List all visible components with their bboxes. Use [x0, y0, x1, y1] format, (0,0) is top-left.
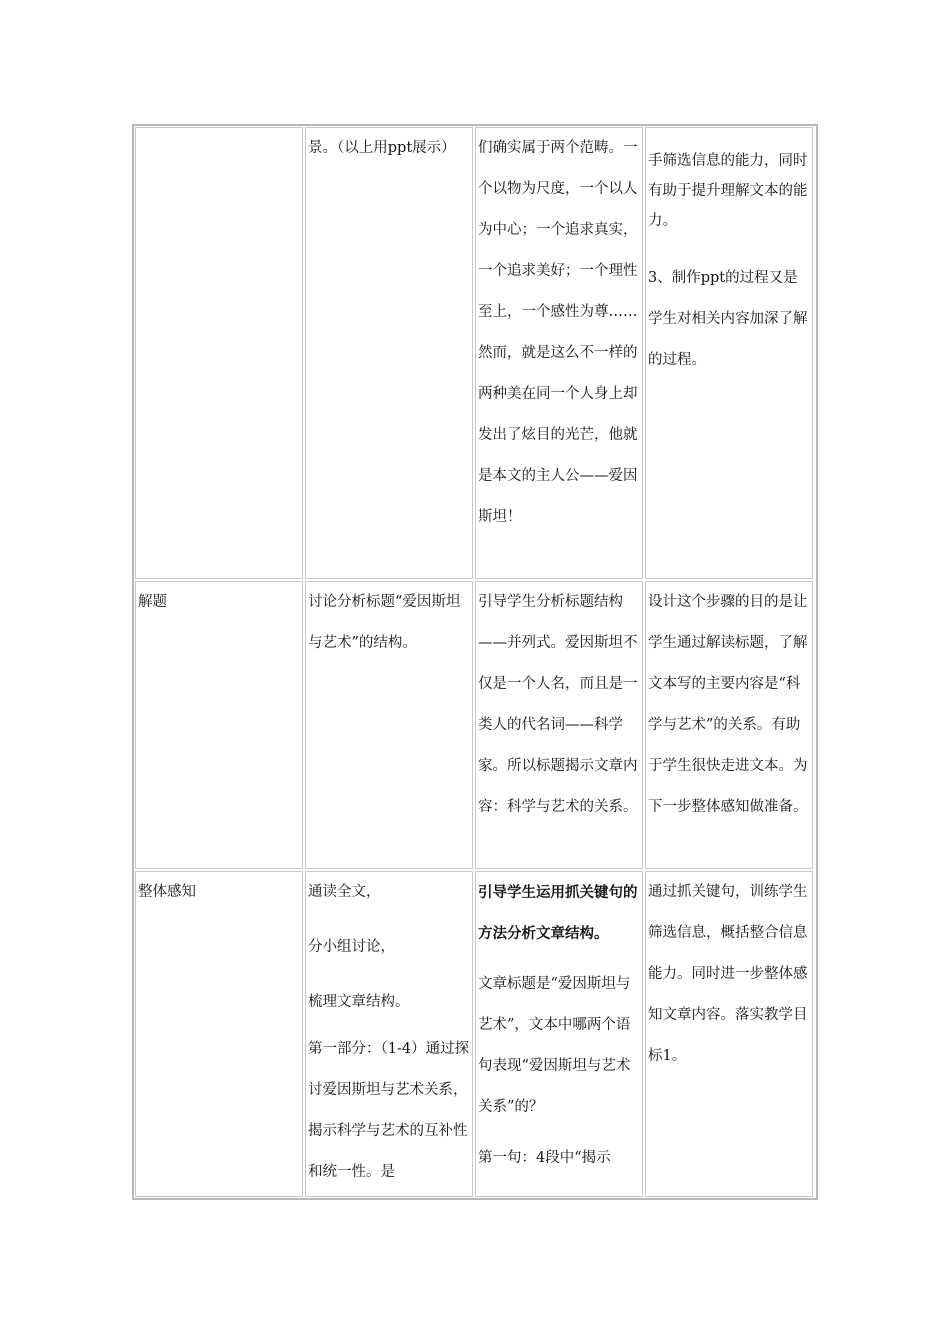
- cell-paragraph: 分小组讨论，: [308, 939, 395, 955]
- teacher-guidance-cell: [475, 581, 643, 869]
- cell-paragraph: 通过抓关键句，训练学生筛选信息，概括整合信息能力。同时进一步整体感知文章内容。落实教学目标1。: [648, 884, 808, 1064]
- design-intent-cell: [645, 581, 813, 869]
- lesson-plan-table: [132, 124, 818, 1200]
- teacher-guidance-cell: [475, 127, 643, 579]
- cell-paragraph: 第一句：4段中“揭示: [478, 1150, 611, 1166]
- cell-paragraph: 手筛选信息的能力，同时有助于提升理解文本的能力。: [648, 153, 808, 229]
- stage-cell: [135, 127, 303, 579]
- stage-cell: 整体感知: [135, 871, 303, 1197]
- cell-paragraph: 们确实属于两个范畴。一个以物为尺度，一个以人为中心；一个追求真实，一个追求美好；一个理性至上，一个感性为尊……然而，就是这么不一样的两种美在同一个人身上却发出了炫目的光芒，他就是本文的主人公——爱因斯坦！: [478, 140, 638, 525]
- stage-cell: 解题: [135, 581, 303, 869]
- student-activity-cell: [305, 581, 473, 869]
- cell-paragraph: 通读全文，: [308, 884, 381, 900]
- cell-paragraph: 设计这个步骤的目的是让学生通过解读标题，了解文本写的主要内容是“科学与艺术”的关系。有助于学生很快走进文本。为下一步整体感知做准备。: [648, 594, 808, 815]
- cell-paragraph-bold: 引导学生运用抓关键句的方法分析文章结构。: [478, 884, 638, 942]
- cell-paragraph: 引导学生分析标题结构——并列式。爱因斯坦不仅是一个人名，而且是一类人的代名词——科学家。所以标题揭示文章内容：科学与艺术的关系。: [478, 594, 638, 815]
- cell-paragraph: 第一部分：（1-4）通过探讨爱因斯坦与艺术关系，揭示科学与艺术的互补性和统一性。是: [308, 1041, 470, 1180]
- design-intent-cell: [645, 871, 813, 1197]
- student-activity-cell: [305, 871, 473, 1197]
- table-row: [134, 580, 816, 870]
- table-row: [134, 126, 816, 580]
- cell-paragraph: 景。（以上用ppt展示）: [308, 140, 456, 156]
- student-activity-cell: [305, 127, 473, 579]
- cell-paragraph: 梳理文章结构。: [308, 994, 410, 1010]
- design-intent-cell: [645, 127, 813, 579]
- teacher-guidance-cell: [475, 871, 643, 1197]
- table-row: [134, 870, 816, 1198]
- cell-paragraph: 3、制作ppt的过程又是学生对相关内容加深了解的过程。: [648, 270, 808, 368]
- cell-paragraph: 讨论分析标题“爱因斯坦与艺术”的结构。: [308, 594, 461, 651]
- cell-paragraph: 文章标题是“爱因斯坦与艺术”，文本中哪两个语句表现“爱因斯坦与艺术关系”的？: [478, 976, 631, 1115]
